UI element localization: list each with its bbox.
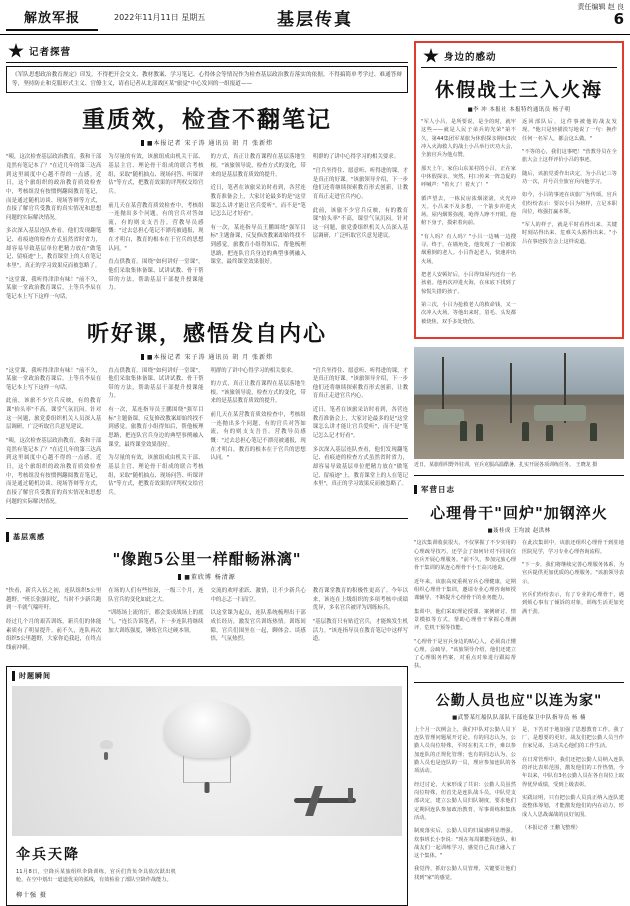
diary-byline: ■聂桂成 王均波 赵洪林 xyxy=(487,528,551,535)
paragraph: 为尽量的有效，该旅组成由机关干部、基层主官、理论骨干组成的联合考核组，采取"随机抽点、现场问答、听课评估"等方式，把教育效果的评判权交给官兵。 xyxy=(108,455,204,496)
paragraph: 那天上午，家住山东某村的小吕，正在家中休假探亲。突然，村口传来一阵急促的呼喊声："着火了！着火了！" xyxy=(421,165,516,189)
paragraph: 循声望去，一栋民房浓烟滚滚，火光冲天。小吕来不及多想，一个箭步冲进火场。屋内烟雾弥漫，呛得人睁不开眼。他俯下身子，摸索着向前。 xyxy=(421,195,516,227)
paragraph: 把老人安顿好后，小吕得知屋内还有一名孩童。他再次冲进火海，在床底下找到了惊慌失措的孩子。 xyxy=(421,272,516,295)
article-byline-1 xyxy=(6,138,408,147)
paragraph: 近日，笔者在该旅采访时看到，各营连教育准备会上，大家讨论最多的是"这堂课怎么讲才能让官兵爱听"，而不是"笔记怎么记才好看"。 xyxy=(312,407,408,440)
opinion-headline: 公勤人员也应"以连为家" xyxy=(435,692,603,709)
section-rule xyxy=(414,682,624,683)
column xyxy=(522,539,624,675)
feature-columns xyxy=(421,118,617,331)
paragraph: 第三次，小吕为抢救老人的救命钱，又一次冲入火场。等他出来时，眉毛、头发都被烧焦，双手多处烧伤。 xyxy=(421,301,516,325)
paragraph: 前几天在某营教育质效检查中，考核组一连抛出多个问题，有的官兵对答如流，有的则支支吾吾。营教导员感慨："过去总担心笔记不漂亮被通报，现在才明白，教育的根本在于官兵的思想认同。" xyxy=(210,412,306,462)
parachute-icon xyxy=(164,700,250,758)
paragraph: 官兵们纷纷表示，有了专业的心理骨干，遇到烦心事有了倾诉的对象，训练生活更加充满干劲。 xyxy=(522,591,624,615)
article-headline-3: "像跑5公里一样酣畅淋漓" xyxy=(112,550,302,569)
photo-credit: 柳十强 摄 xyxy=(16,892,47,900)
section-label: 身边的感动 xyxy=(444,52,497,63)
section-divider xyxy=(6,62,408,63)
byline-text: ■董欣博 杨清源 xyxy=(184,574,236,582)
article-byline-3 xyxy=(6,572,408,581)
paragraph: 制度落实后，公勤人员的归属感明显增强。炊事班长小李说："现在每周都能回连队，和战友们一起训练学习，感觉自己真正融入了这个集体。" xyxy=(414,828,516,860)
paragraph: 经过几个月的艰苦训练，新兵们的体能素质有了明显提升。前不久，连队再次组织5公里越野，大家你追我赶，在终点线前冲刺。 xyxy=(6,619,102,652)
responsible-editor: 责任编辑 赵 良 xyxy=(577,3,624,11)
opinion-byline: ■武警某红船队队部队干部连保卫中队指导员 杨 楠 xyxy=(452,714,586,721)
article-1-columns xyxy=(6,153,408,306)
column xyxy=(414,539,516,675)
paragraph: "咦，这次检查基层政治教育，我和干部竟然有笔记本了？"在近几年的第三达高到这里属度中心越不得的一点感。近日，这个旅组织的政治教育质效检查中，考核组没有按惯例翻阅教育笔记，而是通过随机访谈、现场答辩等方式，直接了解官兵受教育的真实情况和思想问题的实际解决情况。 xyxy=(6,438,102,505)
paragraph: 直点供教育。围绕"如何讲好一堂课"，他们采取集体备课、试讲试教、骨干帮带的方法，帮助基层干部提升授课能力。 xyxy=(108,367,204,400)
paragraph: "训练场上流的汗，都会变成战场上的底气。"连长告诉笔者，下一步连队将继续加大训练强度，锤炼官兵过硬本领。 xyxy=(108,610,204,634)
paragraph: 实践证明，只有把公勤人员真正纳入连队建设整体筹划，才能激发他们的内在动力，形成人人思战谋战的良好氛围。 xyxy=(522,794,624,818)
paragraph: "有人吗？有人吗？"小吕一边喊一边搜寻。终于，在墙角处，他发现了一位被浓烟熏倒的老人。小吕背起老人，快速冲出火场。 xyxy=(421,233,516,265)
soldier-figure xyxy=(590,423,597,441)
photo-credit: 王晓龙 摄 xyxy=(575,461,598,468)
byline-bar-icon xyxy=(141,140,144,146)
column xyxy=(211,587,306,657)
diary-headline: 心理骨干"回炉"加钢淬火 xyxy=(430,504,608,523)
paragraph: 多次深入基层连队查看，他们发现翻笔记、看痕迹的检查方式虽然省时省力，却容易导致基层单位把精力放在"做笔记、留痕迹"上，教育课堂上的人在笔记本里"，真正的学习效果反而被忽略了。 xyxy=(312,446,408,488)
paragraph: （本报记者 王鹏飞整理） xyxy=(522,824,581,831)
paragraph: 我觉得，抓好公勤人员管理，关键要让他们找到"家"的感觉。 xyxy=(414,866,516,881)
byline-bar-icon xyxy=(178,574,181,580)
paragraph: "快看，新兵入伍之初，连队组织5公里越野。"班长张强回忆，当时不少新兵跑到一半就气喘吁吁。 xyxy=(6,588,102,612)
paragraph: "下一步，我们将继续完善心理服务体系，为官兵提供更加优质的心理服务。"该旅领导表示。 xyxy=(522,562,624,585)
paragraph: "不等的心，我们这事吧！"营教导员在全旅大会上这样评价小吕的事迹。 xyxy=(522,148,617,164)
reporter-section-header xyxy=(6,41,408,62)
article-2-columns xyxy=(6,367,408,512)
caption-text: 近日，某旅组织野外驻训，官兵克服高温酷暑，扎实开展各项训练任务。 xyxy=(414,461,575,468)
paragraph: 有一次，某连指导员王鹏围绕"强军目标"主题备课，反复修改教案却始终找不到感觉。旅教育小组得知后，帮他梳理思路，把连队官兵身边的典型事例融入课堂，最终课堂效果很好。 xyxy=(108,407,204,448)
observation-tag: 基层观感 xyxy=(6,532,45,542)
column xyxy=(522,118,617,331)
paragraph: 是，下苦对于地加强了思想教育工作。我了厂，是想要的更好。战友们把公勤人员当作自家兄弟，主动关心他们的工作生活。 xyxy=(522,726,624,750)
diary-columns xyxy=(414,539,624,675)
column xyxy=(313,153,408,306)
column xyxy=(6,153,101,306)
feature-headline: 休假战士三入火海 xyxy=(434,79,603,101)
paragraph: 明群的了讲中心得学习的相关要求。 xyxy=(210,367,297,374)
column xyxy=(313,367,408,512)
paragraph: 近日，笔者在该旅采访时看到，各营连教育准备会上，大家讨论最多的是"这堂课怎么讲才能让官兵爱听"，而不是"笔记怎么记才好看"。 xyxy=(210,185,306,218)
paragraph: "这堂课，我听得津津有味！"前不久，某旅一堂政治教育课后，上等兵李辰在笔记本上写下这样一句话。 xyxy=(6,276,102,300)
paragraph: 为尽量的有效，该旅组成由机关干部、基层主官、理论骨干组成的联合考核组，采取"随机抽点、现场问答、听课评估"等方式，把教育效果的评判权交给官兵。 xyxy=(108,154,204,195)
paragraph: 近年来，该旅高度重视官兵心理健康，定期组织心理骨干集训，邀请专业心理咨询师授课辅导，不断提升心理骨干的业务能力。 xyxy=(414,578,516,602)
pole xyxy=(510,363,512,423)
paragraph: 有一次，某连指导员王鹏围绕"强军目标"主题备课，反复修改教案却始终找不到感觉。旅教育小组得知后，帮他梳理思路，把连队官兵身边的典型事例融入课堂，最终课堂效果很好。 xyxy=(210,224,306,266)
paragraph: "咦，这次检查基层政治教育，我和干部竟然有笔记本了？"在近几年的第三达高到这里属度中心越不得的一点感。近日，这个旅组织的政治教育质效检查中，考核组没有按惯例翻阅教育笔记，而是通过随机访谈、现场答辩等方式，直接了解官兵受教育的真实情况和思想问题的实际解决情况。 xyxy=(6,154,102,221)
paragraph: 在场的人们有些惊讶，一级三个月，连队官兵的变化如此之大。 xyxy=(108,588,204,603)
diary-section-header xyxy=(414,484,624,495)
soldier-figure xyxy=(460,421,467,441)
paragraph: 的方式，真正让教育课程在基层落地生根。"该旅领导说，检查方式的变化，带来的是基层教育质效的提升。 xyxy=(210,381,306,405)
small-paratrooper-figure xyxy=(104,752,108,760)
column xyxy=(211,367,306,512)
section-rule xyxy=(6,518,408,519)
highlighted-feature-box xyxy=(414,41,624,339)
column xyxy=(6,587,101,657)
tent xyxy=(534,405,586,421)
photo-caption: 11月8日，空降兵某旅组织伞降训练，官兵们背负伞具依次跃出机舱，在空中划出一道道优美的弧线，有效检验了部队空降作战能力。 xyxy=(16,868,176,883)
paragraph: "这堂课，我听得津津有味！"前不久，某旅一堂政治教育课后，上等兵李辰在笔记本上写下这样一句话。 xyxy=(6,367,102,391)
tag-bar-icon xyxy=(414,485,417,494)
star-icon xyxy=(8,43,24,59)
section-title: 基层传真 xyxy=(277,9,353,30)
paragraph: 交流的欢呼雀跃、激情，让不少新兵心中的忐忑一扫而空。 xyxy=(210,588,306,603)
column xyxy=(211,153,306,306)
article-byline-2 xyxy=(6,352,408,361)
lead-abstract: 《军队思想政治教育规定》印发，不得把开会交文、教材教案、学习笔记、心得体会等情况作为检查基层政治教育落实的依据。不得搞简单考学过、难通答辩等，坚持防止和克服形式主义、官僚主义，请看记者从北部战区某"旅觉"中心发回的一组报道—— xyxy=(6,66,408,93)
paragraph: "官兵坐得住、愿意听、听得进的课，才是真正的好课。"该旅领导介绍，下一步他们还将继续探索教育形式创新，让教育真正走进官兵内心。 xyxy=(312,167,408,200)
byline-bar-icon xyxy=(141,354,144,360)
column xyxy=(108,367,203,512)
photo-title: 伞兵天降 xyxy=(16,846,80,863)
publication-logo: 解放军报 xyxy=(6,3,98,31)
column xyxy=(313,587,408,657)
section-rule xyxy=(414,475,624,476)
column xyxy=(414,726,516,887)
airplane-icon xyxy=(288,784,362,818)
paragraph: "军人小吕，是所要说，是全的时，就牢这些——就是人民子弟兵的光荣"第不久，第44集团军某旅为休假探亲期间3次冲入火海救人的战士小吕举行庆功大会，全旅官兵为他点赞。 xyxy=(421,119,516,159)
paragraph: 在此次集训中，该旅还组织心理骨干到驻地医院见学，学习专业心理咨询流程。 xyxy=(522,540,624,555)
paragraph: 教育课堂教育的积极性更高了。今年以来，该连在上级组织的多项考核中成绩优异，多名官兵被评为训练标兵。 xyxy=(312,588,408,612)
paragraph: 明群的了讲中心得学习的相关要求。 xyxy=(312,154,400,161)
paragraph: 此前，该旅不少官兵反映，有的教育课"抬头率"不高，课堂气氛沉闷。针对这一问题，旅党委组织机关人员深入基层调研，广泛听取官兵意见建议。 xyxy=(6,398,102,431)
soldier-figure xyxy=(522,422,529,441)
byline-text: ■本报记者 宋子涛 通讯员 胡 月 张新炜 xyxy=(146,353,274,361)
page-number: 6 xyxy=(613,9,624,28)
article-headline-1: 重质效，检查不翻笔记 xyxy=(82,106,332,134)
tent xyxy=(424,409,464,425)
paragraph: 上个月一次例会上，我们中队对公勤人员下连队管理问题展开讨论。有的同志认为，公勤人员岗位特殊，平时在机关工作，难以参加连队的正规化管理；也有的同志认为，公勤人员也是连队的一员，理应参加连队的各项活动。 xyxy=(414,726,516,775)
section-label: 军营日志 xyxy=(421,485,455,495)
parachute-lines xyxy=(183,756,231,783)
section-divider xyxy=(421,67,617,68)
feature-byline: ■李 冲 本报社 本报特约通讯员 杨子明 xyxy=(467,107,571,113)
paragraph: 的方式，真正让教育课程在基层落地生根。"该旅领导说，检查方式的变化，带来的是基层教育质效的提升。 xyxy=(210,154,306,178)
masthead xyxy=(0,0,630,35)
article-headline-2: 听好课，感悟发自内心 xyxy=(86,320,327,347)
paragraph: 在日常管理中，我们还把公勤人员纳入连队的评比表彰范围，激发他们的工作热情。今年以来，中队有3名公勤人员在各自岗位上取得优异成绩，受到上级表彰。 xyxy=(522,756,624,788)
soldier-figure xyxy=(546,425,553,441)
paragraph: "军人的样子，就是平时看得出来、关键时刻站得出来、危难关头豁得出来。"小吕在事迹报告会上这样说道。 xyxy=(522,222,617,245)
paragraph: "这次集训收获很大，不仅掌握了不少实用的心理疏导技巧，还学会了如何针对不同岗位官兵开展心理服务。"前不久，参加完旅心理骨干集训的某连心理骨干小王高兴地说。 xyxy=(414,540,516,572)
small-parachute-icon xyxy=(100,740,113,749)
paragraph: 前几天在某营教育质效检查中，考核组一连抛出多个问题，有的官兵对答如流，有的则支支吾吾。营教导员感慨："过去总担心笔记不漂亮被通报，现在才明白，教育的根本在于官兵的思想认同。" xyxy=(108,202,204,252)
paragraph: 如今，小吕的事迹在该旅广为传颂。官兵们纷纷表示：要以小吕为榜样，立足本职岗位，练强打赢本领。 xyxy=(522,192,617,215)
paragraph: "基层教育只有贴近官兵，才能焕发生机活力。"该连指导员在教育笔记中这样写道。 xyxy=(312,619,408,643)
parachute-photo xyxy=(12,686,402,836)
paragraph: 多次深入基层连队查看，他们发现翻笔记、看痕迹的检查方式虽然省时省力，却容易导致基层单位把精力放在"做笔记、留痕迹"上，教育课堂上的人在笔记本里"，真正的学习效果反而被忽略了。 xyxy=(6,228,102,269)
training-photo xyxy=(414,347,624,459)
column xyxy=(6,367,101,512)
column xyxy=(108,587,203,657)
right-column xyxy=(414,41,624,887)
paragraph: 以这堂课为起点，连队系统梳理出干部成长经历，激发官兵训练热情。训练间隙，官兵们围坐在一起，聊体会、谈感悟，气氛热烈。 xyxy=(210,610,306,643)
feature-section-header xyxy=(421,46,617,67)
soldier-figure xyxy=(476,424,483,441)
paragraph: "官兵坐得住、愿意听、听得进的课，才是真正的好课。"该旅领导介绍，下一步他们还将继续探索教育形式创新，让教育真正走进官兵内心。 xyxy=(312,367,408,400)
column xyxy=(421,118,516,331)
article-3-columns xyxy=(6,587,408,657)
page-body xyxy=(0,35,630,900)
paragraph: 集训中，他们采取理论授课、案例研讨、情景模拟等方式，帮助心理骨干掌握心理测评、危机干预等技能。 xyxy=(414,608,516,632)
training-photo-caption xyxy=(414,462,624,470)
photo-feature-tag: 时题瞬间 xyxy=(12,671,402,681)
column xyxy=(522,726,624,887)
star-icon xyxy=(423,48,439,64)
paragraph: 随后，该旅党委作出决定，为小吕记三等功一次，并号召全旅官兵向他学习。 xyxy=(522,170,617,185)
column xyxy=(108,153,203,306)
section-label: 记者探营 xyxy=(29,47,72,58)
paragraph: "心理骨干是官兵身边的贴心人，必须真正懂心理、会疏导。"该旅领导介绍，他们还建立了心理服务档案，对重点对象进行跟踪帮扶。 xyxy=(414,638,516,670)
publication-date: 2022年11月11日 星期五 xyxy=(114,12,206,22)
left-column xyxy=(6,41,408,906)
opinion-columns xyxy=(414,726,624,887)
paragraph: 直点供教育。围绕"如何讲好一堂课"，他们采取集体备课、试讲试教、骨干帮带的方法，帮助基层干部提升授课能力。 xyxy=(108,259,204,292)
paragraph: 此前，该旅不少官兵反映，有的教育课"抬头率"不高，课堂气氛沉闷。针对这一问题，旅党委组织机关人员深入基层调研，广泛听取官兵意见建议。 xyxy=(312,207,408,240)
masthead-right xyxy=(578,4,624,27)
paragraph: 返回部队后，这件事被他的战友发现。"他只是轻描淡写地说了一句：换作任何一名军人，都会这么做。" xyxy=(522,119,617,142)
photo-feature-box xyxy=(6,666,408,906)
paragraph: 经过讨论，大家形成了共识：公勤人员虽然岗位特殊，但首先是连队战斗员。中队党支部决定，建立公勤人员归队制度，要求他们定期回连队参加政治教育、军事训练和集体活动。 xyxy=(414,781,516,821)
byline-text: ■本报记者 宋子涛 通讯员 胡 月 张新炜 xyxy=(146,140,274,148)
paratrooper-figure xyxy=(205,782,210,793)
